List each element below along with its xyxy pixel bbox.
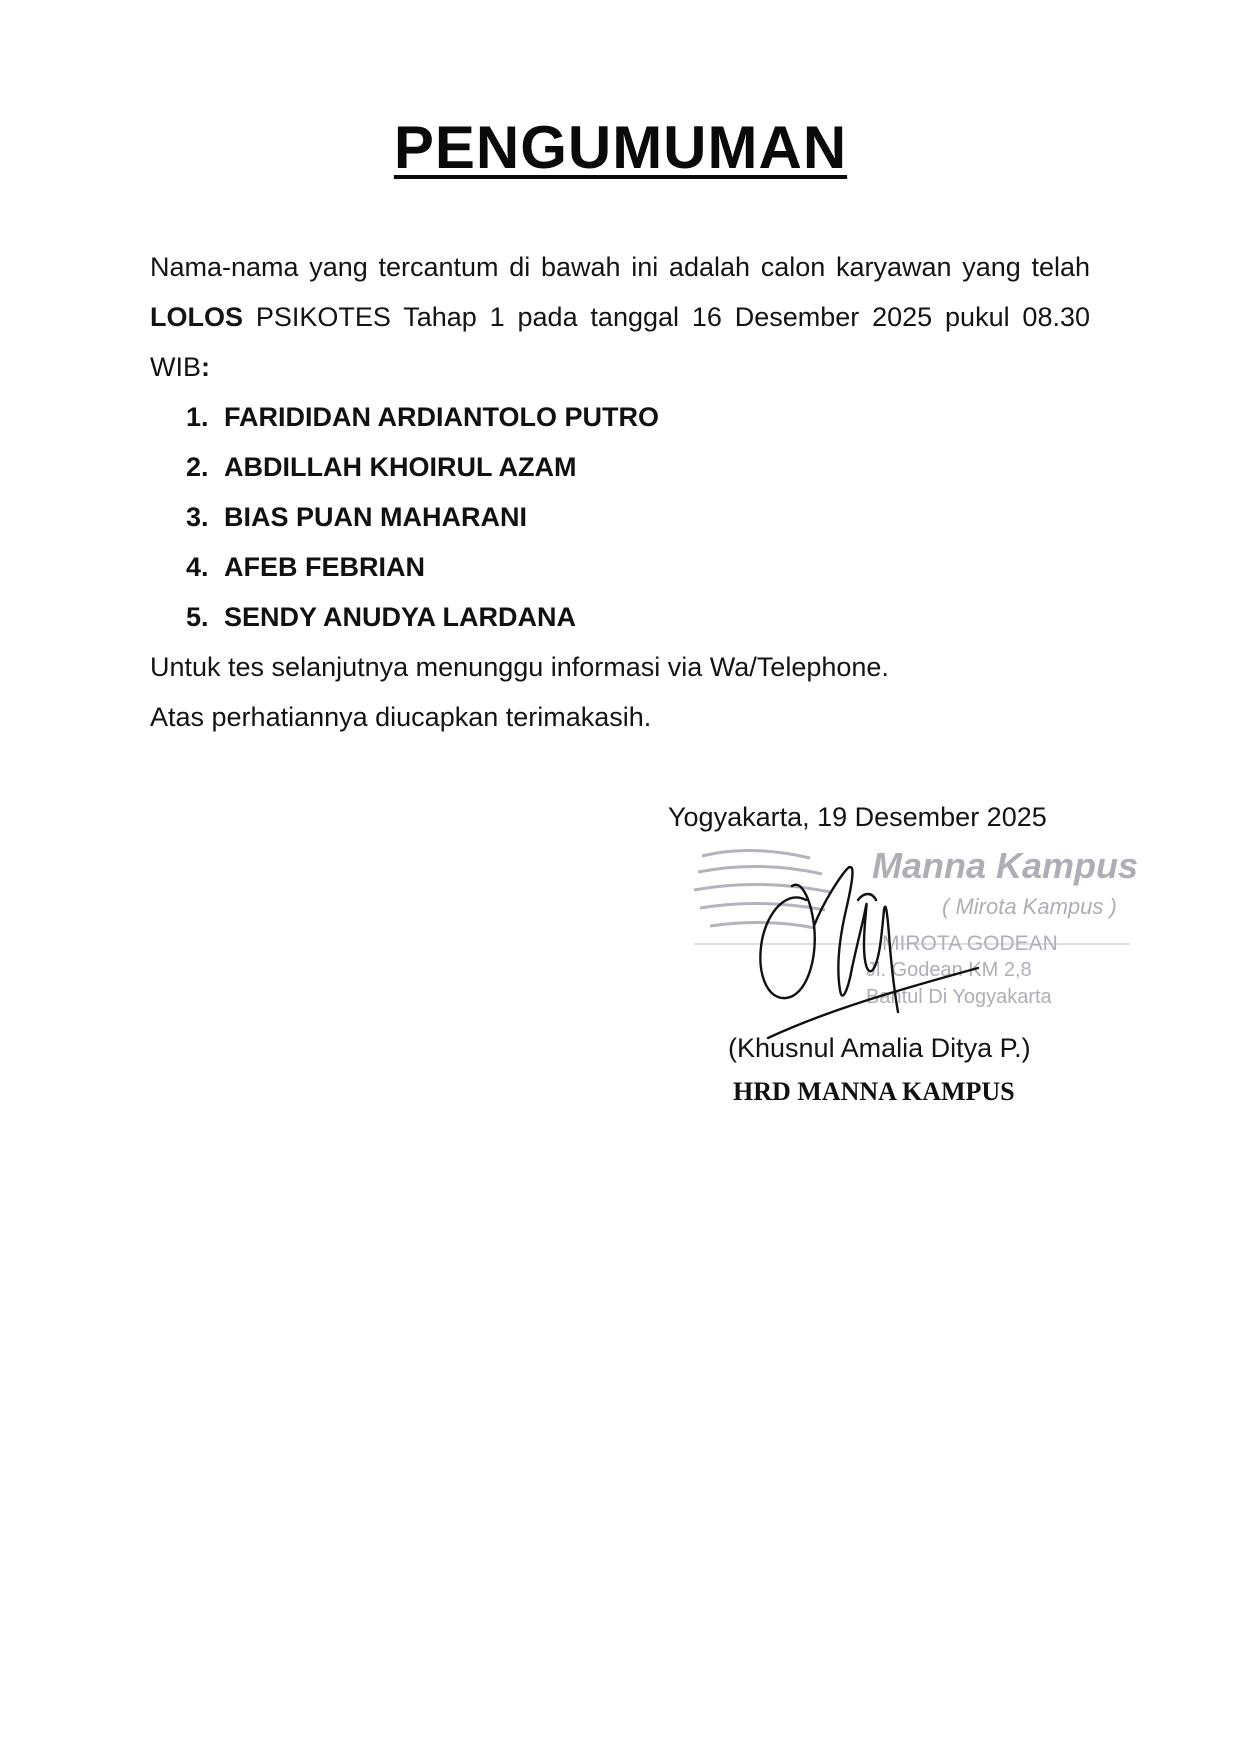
list-item-name: FARIDIDAN ARDIANTOLO PUTRO bbox=[224, 402, 659, 432]
stamp-line-3: MIROTA GODEAN bbox=[882, 932, 1058, 955]
intro-text-colon: : bbox=[201, 352, 210, 382]
intro-text-bold: LOLOS bbox=[150, 302, 243, 332]
list-item-number: 5. bbox=[186, 602, 209, 632]
list-item-name: ABDILLAH KHOIRUL AZAM bbox=[224, 452, 577, 482]
intro-text-part2: PSIKOTES Tahap 1 pada tanggal 16 Desember 2025 pukul 08.30 WIB bbox=[150, 302, 1090, 382]
list-item-name: SENDY ANUDYA LARDANA bbox=[224, 602, 577, 632]
stamp-line-4: Jl. Godean KM 2,8 bbox=[866, 959, 1032, 981]
stamp-line-2: ( Mirota Kampus ) bbox=[942, 894, 1117, 919]
intro-paragraph bbox=[150, 242, 1090, 392]
list-item-number: 3. bbox=[186, 502, 209, 532]
closing-line-info: Untuk tes selanjutnya menunggu informasi via Wa/Telephone. bbox=[150, 652, 889, 682]
candidate-list bbox=[186, 392, 659, 642]
list-item bbox=[186, 592, 659, 642]
stamp-line-5: Bantul Di Yogyakarta bbox=[866, 986, 1052, 1008]
list-item bbox=[186, 442, 659, 492]
stamp-line-1: Manna Kampus bbox=[872, 845, 1139, 886]
list-item-number: 4. bbox=[186, 552, 209, 582]
list-item-name: AFEB FEBRIAN bbox=[224, 552, 425, 582]
list-item-number: 1. bbox=[186, 402, 209, 432]
list-item bbox=[186, 392, 659, 442]
list-item bbox=[186, 492, 659, 542]
signer-name: (Khusnul Amalia Ditya P.) bbox=[728, 1033, 1031, 1063]
list-item bbox=[186, 542, 659, 592]
list-item-name: BIAS PUAN MAHARANI bbox=[224, 502, 527, 532]
closing-line-thanks: Atas perhatiannya diucapkan terimakasih. bbox=[150, 702, 652, 732]
list-item-number: 2. bbox=[186, 452, 209, 482]
intro-text-part1: Nama-nama yang tercantum di bawah ini adalah calon karyawan yang telah bbox=[150, 252, 1090, 282]
page-title-text: PENGUMUMAN bbox=[393, 114, 848, 181]
signature-image bbox=[748, 840, 1008, 1050]
signer-role: HRD MANNA KAMPUS bbox=[733, 1077, 1015, 1106]
page-title bbox=[0, 112, 1241, 184]
place-date: Yogyakarta, 19 Desember 2025 bbox=[668, 802, 1047, 832]
